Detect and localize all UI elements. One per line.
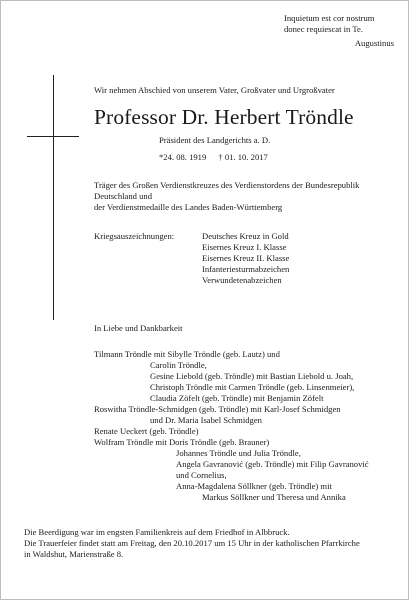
- family-line: Roswitha Tröndle-Schmidgen (geb. Tröndle) mit Karl-Josef Schmidgen: [94, 404, 341, 414]
- family-line: Anna-Magdalena Söllkner (geb. Tröndle) mit: [176, 481, 332, 491]
- cross-icon-horizontal: [27, 136, 79, 137]
- loving-text: In Liebe und Dankbarkeit: [94, 323, 183, 333]
- honors-line: Deutschland und: [94, 191, 152, 201]
- family-line: Carolin Tröndle,: [150, 360, 207, 370]
- family-list: [94, 349, 369, 503]
- cross-icon-vertical: [53, 75, 54, 320]
- birth-date: *24. 08. 1919: [159, 152, 207, 162]
- epigraph-line: donec requiescat in Te.: [284, 24, 363, 34]
- war-decoration-item: Verwundetenabzeichen: [202, 275, 282, 285]
- honors-block: [94, 180, 359, 213]
- position-title: Präsident des Landgerichts a. D.: [159, 135, 271, 145]
- family-line: Gesine Liebold (geb. Tröndle) mit Bastian Liebold u. Joah,: [150, 371, 354, 381]
- epigraph: [284, 13, 394, 49]
- war-decorations-label: Kriegsauszeichnungen:: [94, 231, 175, 241]
- family-line: Tilmann Tröndle mit Sibylle Tröndle (geb. Lautz) und: [94, 349, 280, 359]
- life-dates: [159, 152, 278, 163]
- war-decoration-item: Eisernes Kreuz II. Klasse: [202, 253, 290, 263]
- epigraph-author: Augustinus: [354, 38, 394, 48]
- funeral-info: [24, 527, 360, 560]
- family-line: und Dr. Maria Isabel Schmidgen: [150, 415, 262, 425]
- war-decoration-item: Deutsches Kreuz in Gold: [202, 231, 289, 241]
- funeral-info-line: Die Beerdigung war im engsten Familienkreis auf dem Friedhof in Albbruck.: [24, 527, 290, 537]
- family-line: und Cornelius,: [176, 470, 227, 480]
- funeral-info-line: Die Trauerfeier findet statt am Freitag, den 20.10.2017 um 15 Uhr in der katholischen Pfarrkirche: [24, 538, 360, 548]
- war-decoration-item: Infanteriesturmabzeichen: [202, 264, 290, 274]
- family-line: Wolfram Tröndle mit Doris Tröndle (geb. Brauner): [94, 437, 270, 447]
- epigraph-line: Inquietum est cor nostrum: [284, 13, 375, 23]
- war-decorations-list: [202, 231, 289, 286]
- family-line: Claudia Zöfelt (geb. Tröndle) mit Benjamin Zöfelt: [150, 393, 324, 403]
- family-line: Renate Ueckert (geb. Tröndle): [94, 426, 199, 436]
- funeral-info-line: in Waldshut, Marienstraße 8.: [24, 549, 124, 559]
- family-line: Johannes Tröndle und Julia Tröndle,: [176, 448, 301, 458]
- honors-line: Träger des Großen Verdienstkreuzes des Verdienstordens der Bundesrepublik: [94, 180, 360, 190]
- intro-text: Wir nehmen Abschied von unserem Vater, Großvater und Urgroßvater: [94, 85, 335, 95]
- death-date: † 01. 10. 2017: [218, 152, 268, 162]
- war-decoration-item: Eisernes Kreuz I. Klasse: [202, 242, 287, 252]
- family-line: Christoph Tröndle mit Carmen Tröndle (geb. Linsenmeier),: [150, 382, 355, 392]
- family-line: Markus Söllkner und Theresa und Annika: [202, 492, 346, 502]
- honors-line: der Verdienstmedaille des Landes Baden-Württemberg: [94, 202, 283, 212]
- family-line: Angela Gavranović (geb. Tröndle) mit Filip Gavranović: [176, 459, 369, 469]
- deceased-name: Professor Dr. Herbert Tröndle: [94, 105, 354, 129]
